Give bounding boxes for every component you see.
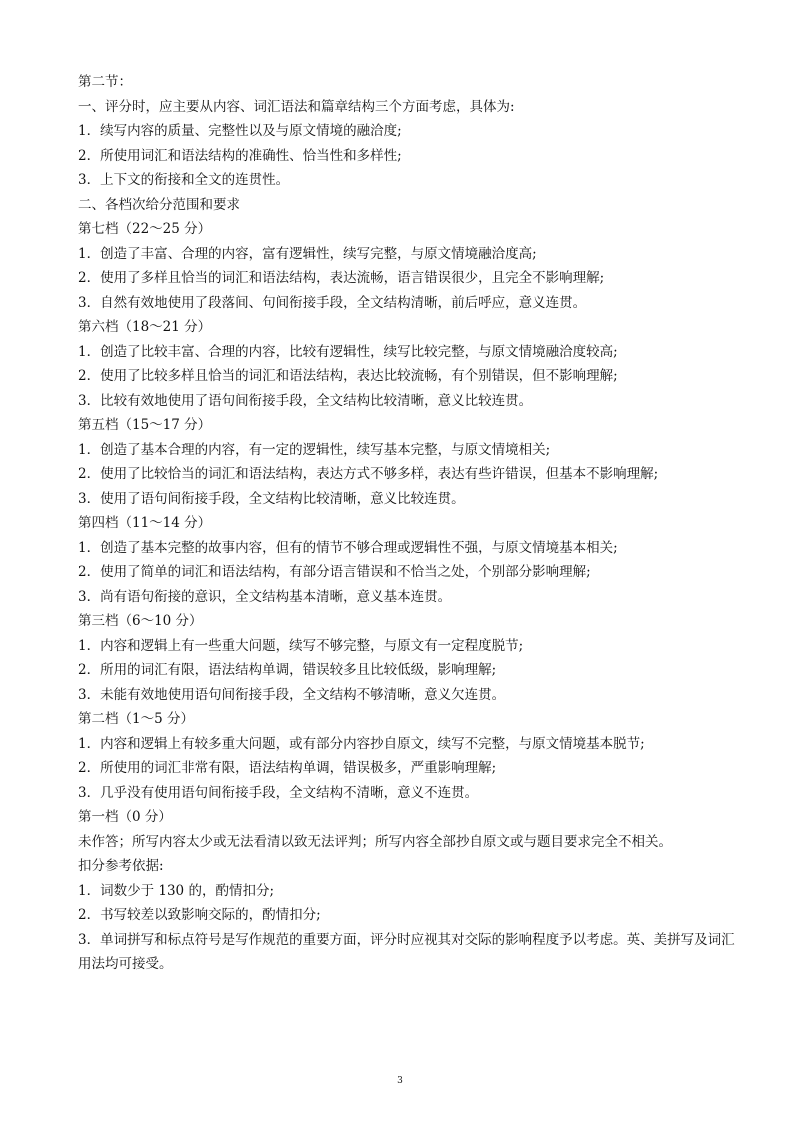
band-item: 2．所使用的词汇非常有限，语法结构单调，错误极多，严重影响理解;: [78, 760, 497, 776]
criteria-heading: 一、评分时，应主要从内容、词汇语法和篇章结构三个方面考虑，具体为:: [78, 98, 515, 115]
deduction-item: 2．书写较差以致影响交际的，酌情扣分;: [78, 907, 321, 923]
band-item: 2．使用了多样且恰当的词汇和语法结构，表达流畅，语言错误很少，且完全不影响理解;: [78, 270, 605, 286]
band-item: 3．比较有效地使用了语句间衔接手段，全文结构比较清晰，意义比较连贯。: [78, 392, 533, 409]
band-item: 3．尚有语句衔接的意识，全文结构基本清晰，意义基本连贯。: [78, 588, 452, 605]
band-title: 第六档（18～21 分）: [78, 319, 212, 335]
band-title: 第七档（22～25 分）: [78, 221, 212, 237]
band-title: 第四档（11～14 分）: [78, 515, 212, 531]
band-item: 3．自然有效地使用了段落间、句间衔接手段，全文结构清晰，前后呼应，意义连贯。: [78, 294, 587, 311]
document-body: [78, 70, 738, 977]
band-title: 第五档（15～17 分）: [78, 417, 212, 433]
band-title: 第二档（1～5 分）: [78, 711, 194, 727]
band-item: 1．内容和逻辑上有较多重大问题，或有部分内容抄自原文，续写不完整，与原文情境基本脱节;: [78, 735, 645, 752]
criteria-item: 3．上下文的衔接和全文的连贯性。: [78, 172, 290, 188]
band-item: 2．使用了比较多样且恰当的词汇和语法结构，表达比较流畅，有个别错误，但不影响理解;: [78, 368, 618, 384]
band-title: 第三档（6～10 分）: [78, 613, 203, 629]
band-item: 3．几乎没有使用语句间衔接手段，全文结构不清晰，意义不连贯。: [78, 784, 479, 801]
criteria-item: 2．所使用词汇和语法结构的准确性、恰当性和多样性;: [78, 147, 402, 164]
band-item: 3．未能有效地使用语句间衔接手段，全文结构不够清晰，意义欠连贯。: [78, 686, 506, 703]
bands-heading: 二、各档次给分范围和要求: [78, 196, 240, 213]
band-item: 2．使用了简单的词汇和语法结构，有部分语言错误和不恰当之处，个别部分影响理解;: [78, 564, 591, 580]
deduction-item: 1．词数少于 130 的，酌情扣分;: [78, 882, 274, 899]
band-item: 2．所用的词汇有限，语法结构单调，错误较多且比较低级，影响理解;: [78, 662, 497, 678]
band-item: 未作答；所写内容太少或无法看清以致无法评判；所写内容全部抄自原文或与题目要求完全不相关。: [78, 833, 672, 850]
band-item: 2．使用了比较恰当的词汇和语法结构，表达方式不够多样，表达有些许错误，但基本不影响理解;: [78, 466, 659, 482]
band-item: 1．创造了比较丰富、合理的内容，比较有逻辑性，续写比较完整，与原文情境融洽度较高;: [78, 343, 618, 360]
deduction-item: 3．单词拼写和标点符号是写作规范的重要方面，评分时应视其对交际的影响程度予以考虑。英、美拼写及词汇用法均可接受。: [78, 931, 735, 972]
band-item: 1．创造了基本合理的内容，有一定的逻辑性，续写基本完整，与原文情境相关;: [78, 441, 551, 458]
band-title: 第一档（0 分）: [78, 809, 172, 825]
section-title: 第二节：: [78, 74, 132, 90]
page-number: 3: [397, 1076, 403, 1086]
band-item: 3．使用了语句间衔接手段，全文结构比较清晰，意义比较连贯。: [78, 490, 465, 507]
band-item: 1．内容和逻辑上有一些重大问题，续写不够完整，与原文有一定程度脱节;: [78, 637, 524, 654]
band-item: 1．创造了丰富、合理的内容，富有逻辑性，续写完整，与原文情境融洽度高;: [78, 245, 537, 262]
band-item: 1．创造了基本完整的故事内容，但有的情节不够合理或逻辑性不强，与原文情境基本相关;: [78, 539, 618, 556]
criteria-item: 1．续写内容的质量、完整性以及与原文情境的融洽度;: [78, 123, 402, 139]
deduction-heading: 扣分参考依据:: [78, 858, 164, 874]
